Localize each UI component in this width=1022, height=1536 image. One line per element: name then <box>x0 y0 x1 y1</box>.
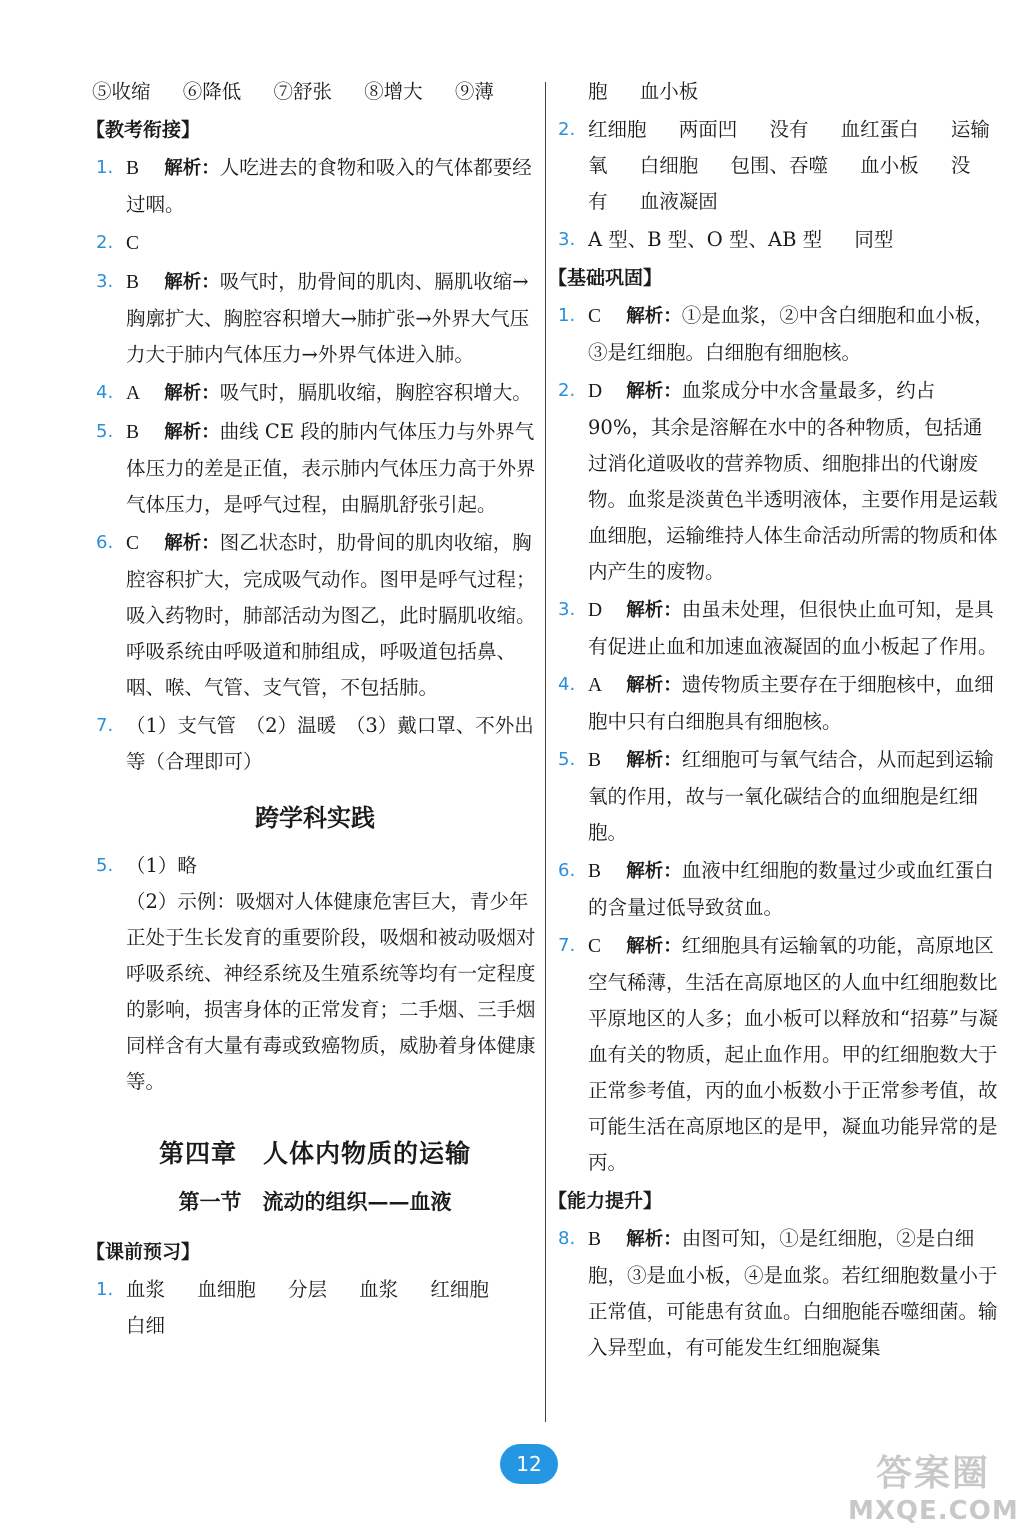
item-keyword: 解析： <box>626 381 682 402</box>
answer-item <box>554 592 1000 665</box>
answer-item <box>92 225 538 262</box>
item-keyword: 解析： <box>164 383 220 404</box>
item-keyword: 解析： <box>164 422 220 443</box>
item-explanation: 遗传物质主要存在于细胞核中，血细胞中只有白细胞具有细胞核。 <box>588 673 994 733</box>
item-explanation: 由图可知，①是红细胞，②是白细胞，③是血小板，④是血浆。若红细胞数量小于正常值，可能患有贫血。白细胞能吞噬细菌。输入异型血，有可能发生红细胞凝集 <box>588 1227 998 1359</box>
fill-token: 没有 <box>588 154 971 213</box>
item-answer: B <box>588 861 602 882</box>
watermark-url: MXQE.COM <box>848 1496 1019 1526</box>
item-explanation: ①是血浆，②中含白细胞和血小板，③是红细胞。白细胞有细胞核。 <box>588 304 994 364</box>
item-number: 2. <box>558 119 576 140</box>
fill-token: 包围、吞噬 <box>730 154 828 177</box>
fill-token: 血小板 <box>860 154 919 177</box>
fill-token: 红细胞 <box>430 1278 489 1301</box>
column-divider <box>545 82 546 1422</box>
item-explanation: 红细胞可与氧气结合，从而起到运输氧的作用，故与一氧化碳结合的血细胞是红细胞。 <box>588 748 994 844</box>
item-keyword: 解析： <box>164 272 220 293</box>
left-column <box>86 74 538 1346</box>
item-explanation: （1）支气管 （2）温暖 （3）戴口罩、不外出等（合理即可） <box>126 714 534 773</box>
fill-token: 胞 <box>588 80 608 103</box>
item-number: 7. <box>558 935 576 956</box>
item-number: 7. <box>96 715 114 736</box>
item-answer: A <box>126 383 141 404</box>
right-column <box>548 74 1000 1368</box>
item-explanation: 图乙状态时，肋骨间的肌肉收缩，胸腔容积扩大，完成吸气动作。图甲是呼气过程；吸入药物时，肺部活动为图乙，此时膈肌收缩。呼吸系统由呼吸道和肺组成，呼吸道包括鼻、咽、喉、气管、支气管，不包括肺。 <box>126 531 536 699</box>
item-number: 5. <box>558 749 576 770</box>
preview-continuation <box>554 74 1000 110</box>
section-heading: 【教考衔接】 <box>86 119 201 141</box>
answer-item <box>92 708 538 780</box>
item-answer: C <box>126 233 140 254</box>
fill-token: 同型 <box>854 228 894 251</box>
item-keyword: 解析： <box>626 675 682 696</box>
item-number: 6. <box>96 532 114 553</box>
item-keyword: 解析： <box>626 306 682 327</box>
item-keyword: 解析： <box>626 1229 682 1250</box>
item-explanation: 血浆成分中水含量最多，约占 90%，其余是溶解在水中的各种物质，包括通过消化道吸收的营养物质、细胞排出的代谢废物。血浆是淡黄色半透明液体，主要作用是运载血细胞，运输维持人体生命活动所需的物质和体内产生的废物。 <box>588 379 998 583</box>
fill-token: A 型、B 型、O 型、AB 型 <box>588 228 823 251</box>
section-title: 第一节 流动的组织——血液 <box>178 1189 452 1214</box>
answer-continuation-line <box>92 74 538 110</box>
item-keyword: 解析： <box>164 533 220 554</box>
fill-token: 两面凹 <box>678 118 738 141</box>
watermark-text: 答案圈 <box>875 1453 990 1494</box>
fill-token: 血细胞 <box>197 1278 256 1301</box>
item-number: 8. <box>558 1228 576 1249</box>
item-number: 1. <box>96 157 114 178</box>
item-number: 4. <box>558 674 576 695</box>
practice-part-1: （1）略 <box>126 854 197 877</box>
item-explanation: 红细胞具有运输氧的功能，高原地区空气稀薄，生活在高原地区的人血中红细胞数比平原地区的人多；血小板可以释放和“招募”与凝血有关的物质，起止血作用。甲的红细胞数大于正常参考值，丙的血小板数小于正常参考值，故可能生活在高原地区的是甲，凝血功能异常的是丙。 <box>588 934 998 1174</box>
fill-token: 分层 <box>287 1278 327 1301</box>
preview-item <box>554 112 1000 220</box>
item-number: 6. <box>558 860 576 881</box>
answer-item <box>554 373 1000 590</box>
fill-token: 没有 <box>769 118 809 141</box>
answer-item <box>92 525 538 706</box>
practice-title: 跨学科实践 <box>255 804 375 832</box>
item-number: 1. <box>558 305 576 326</box>
item-explanation: 血液中红细胞的数量过少或血红蛋白的含量过低导致贫血。 <box>588 859 994 919</box>
item-explanation: 吸气时，肋骨间的肌肉、膈肌收缩→胸廓扩大、胸腔容积增大→肺扩张→外界大气压力大于肺内气体压力→外界气体进入肺。 <box>126 270 530 366</box>
item-explanation: 由虽未处理，但很快止血可知，是具有促进止血和加速血液凝固的血小板起了作用。 <box>588 598 998 658</box>
preview-item <box>554 222 1000 258</box>
section-heading: 【课前预习】 <box>86 1241 201 1263</box>
item-number: 5. <box>96 421 114 442</box>
item-keyword: 解析： <box>626 750 682 771</box>
answer-item <box>554 1221 1000 1366</box>
item-answer: B <box>126 158 140 179</box>
answer-token: ⑦舒张 <box>273 80 332 103</box>
preview-item <box>92 1272 538 1344</box>
answer-item <box>554 742 1000 851</box>
item-number: 4. <box>96 382 114 403</box>
item-answer: D <box>588 600 603 621</box>
item-answer: B <box>126 422 140 443</box>
item-answer: C <box>126 533 140 554</box>
section-heading: 【能力提升】 <box>548 1190 663 1212</box>
answer-token: ⑤收缩 <box>92 80 151 103</box>
answer-item <box>554 298 1000 371</box>
item-answer: C <box>588 936 602 957</box>
item-explanation: 人吃进去的食物和吸入的气体都要经过咽。 <box>126 156 532 216</box>
answer-item <box>554 667 1000 740</box>
item-keyword: 解析： <box>626 861 682 882</box>
practice-part-2: （2）示例：吸烟对人体健康危害巨大，青少年正处于生长发育的重要阶段，吸烟和被动吸烟对呼吸系统、神经系统及生殖系统等均有一定程度的影响，损害身体的正常发育；二手烟、三手烟同样含有大量有毒或致癌物质，威胁着身体健康等。 <box>126 890 536 1093</box>
item-keyword: 解析： <box>626 936 682 957</box>
practice-item <box>92 848 538 1100</box>
item-answer: C <box>588 306 602 327</box>
item-number: 2. <box>558 380 576 401</box>
item-keyword: 解析： <box>626 600 682 621</box>
fill-token: 红细胞 <box>588 118 647 141</box>
fill-token: 运输氧 <box>588 118 990 177</box>
fill-token: 血小板 <box>639 80 699 103</box>
item-answer: B <box>588 750 602 771</box>
watermark-logo <box>848 1452 1018 1532</box>
item-explanation: 吸气时，膈肌收缩，胸腔容积增大。 <box>219 381 532 404</box>
answer-token: ⑧增大 <box>364 80 423 103</box>
item-number: 3. <box>96 271 114 292</box>
item-number: 3. <box>558 229 576 250</box>
answer-token: ⑥降低 <box>182 80 242 103</box>
chapter-title: 第四章 人体内物质的运输 <box>158 1139 471 1168</box>
fill-token: 白细胞 <box>639 154 699 177</box>
item-answer: D <box>588 381 603 402</box>
item-number: 1. <box>96 1279 114 1300</box>
answer-item <box>554 928 1000 1181</box>
answer-item <box>554 853 1000 926</box>
fill-token: 白细 <box>126 1314 166 1337</box>
answer-item <box>92 414 538 523</box>
item-answer: B <box>126 272 140 293</box>
answer-item <box>92 150 538 223</box>
item-number: 3. <box>558 599 576 620</box>
item-number: 5. <box>96 855 114 876</box>
fill-token: 血浆 <box>359 1278 399 1301</box>
item-answer: A <box>588 675 603 696</box>
item-keyword: 解析： <box>164 158 220 179</box>
item-answer: B <box>588 1229 602 1250</box>
answer-item <box>92 375 538 412</box>
fill-token: 血红蛋白 <box>840 118 919 141</box>
fill-token: 血浆 <box>126 1278 166 1301</box>
page-number: 12 <box>500 1444 558 1484</box>
answer-item <box>92 264 538 373</box>
section-heading: 【基础巩固】 <box>548 267 663 289</box>
fill-token: 血液凝固 <box>639 190 718 213</box>
item-explanation: 曲线 CE 段的肺内气体压力与外界气体压力的差是正值，表示肺内气体压力高于外界气体压力，是呼气过程，由膈肌舒张引起。 <box>126 420 536 516</box>
item-number: 2. <box>96 232 114 253</box>
answer-token: ⑨薄 <box>454 80 494 103</box>
